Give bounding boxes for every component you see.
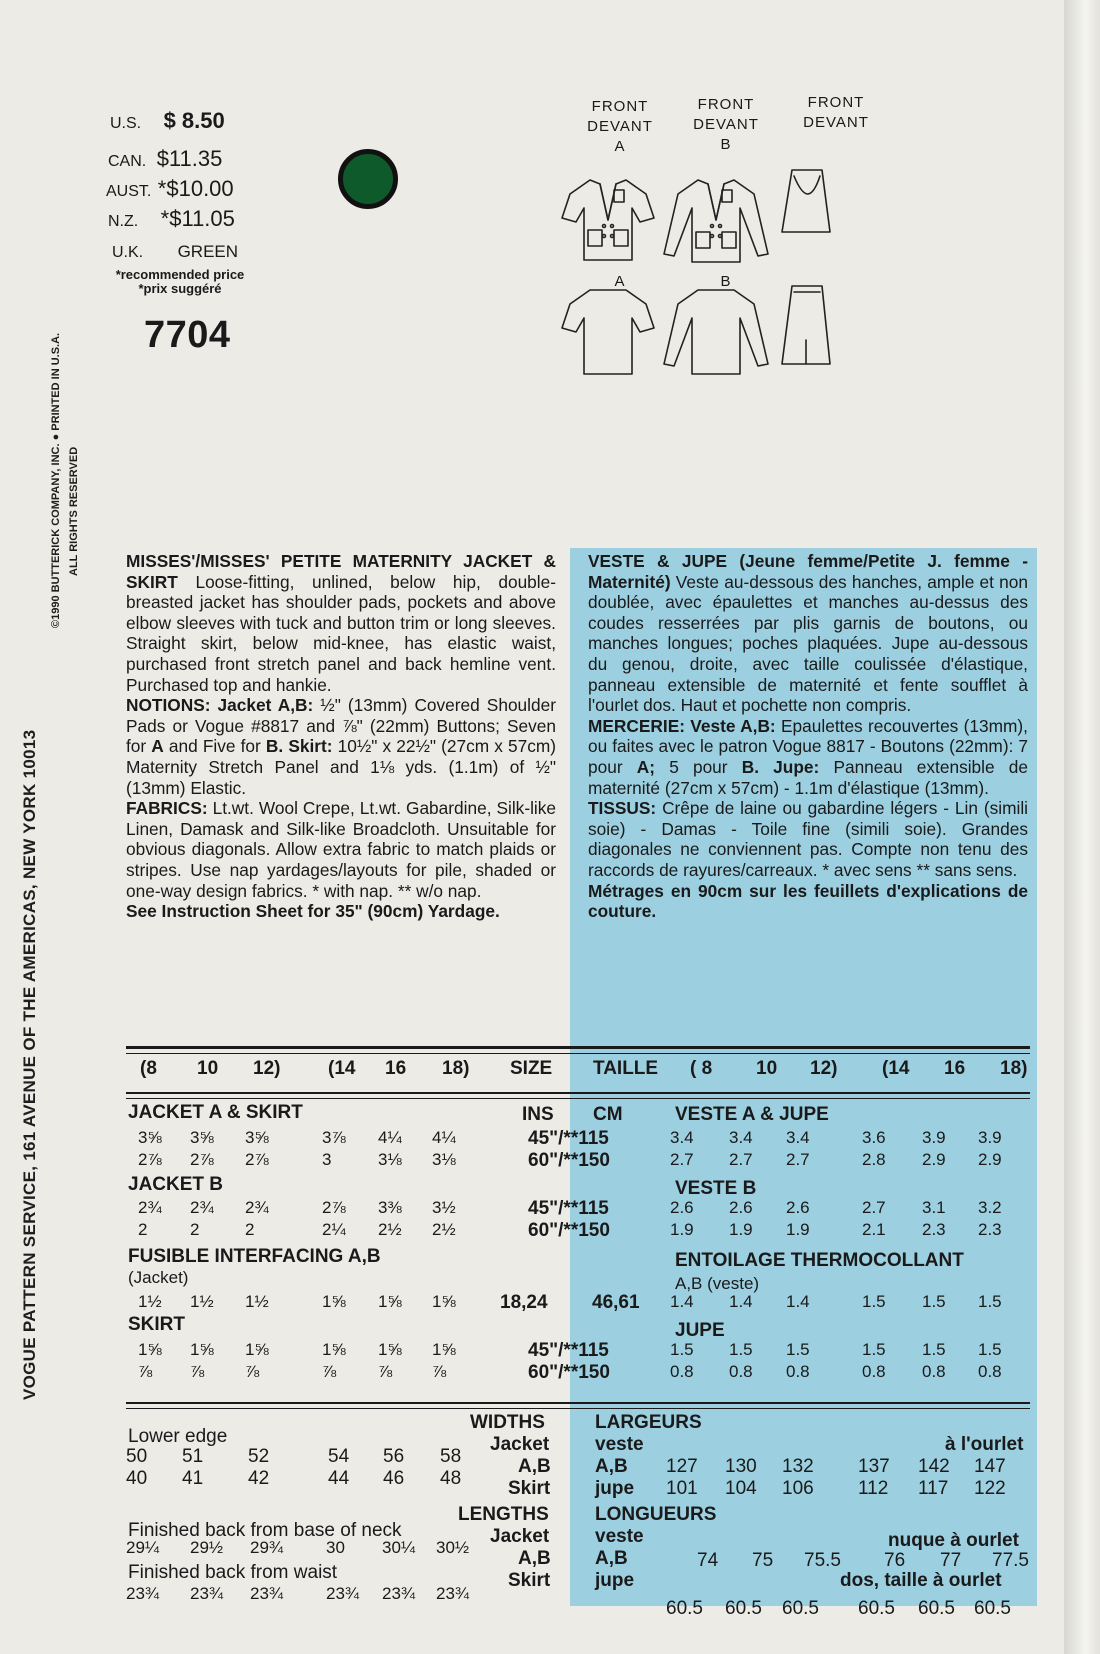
width-value-in: 48 [440,1468,462,1489]
ab-veste-note: A,B (veste) [675,1274,760,1293]
subtitle-fr: (Jeune femme/Petite J. femme - Maternité) [588,551,1028,592]
section-jacket-b: JACKET B [128,1174,224,1195]
size-value-cm: 2.9 [922,1150,946,1169]
price-note-en: *recommended price [115,267,245,282]
width-value-cm: 137 [858,1456,890,1477]
publisher-address: VOGUE PATTERN SERVICE, 161 AVENUE OF THE AMERICAS, NEW YORK 10013 [20,729,39,1400]
size-value-in: 4¼ [432,1128,456,1147]
size-value-in: 1⅝ [138,1340,162,1359]
size-value-cm: 1.9 [670,1220,694,1239]
length-value-cm: 60.5 [918,1598,955,1619]
size-value-in: ⅞ [190,1362,205,1381]
ab-label-fr: A,B [595,1548,628,1569]
length-value-in: 29¼ [126,1538,160,1557]
size-value-in: 3⅝ [245,1128,269,1147]
fabrics-text: Lt.wt. Wool Crepe, Lt.wt. Gabardine, Silk-like Linen, Damask and Silk-like Broadcloth. Unsuitable for obvious diagonals. Allow extra fabric to match plaids or stripes. Use nap yardages/layouts for pile, shaded or one-way design fabrics. * with nap. ** w/o nap. [126,798,557,901]
size-value-in: 2⅞ [190,1150,214,1169]
size-value-in: 3⅝ [190,1128,214,1147]
price-value: $11.35 [156,146,223,171]
price-label: AUST. [106,183,152,200]
ab-label-fr: A,B [595,1456,628,1477]
skirt-label: Skirt [508,1478,551,1499]
section-jupe: JUPE [675,1320,725,1341]
size-value-in: 1⅝ [432,1292,456,1311]
label-line: FRONT [591,98,649,115]
size-value-cm: 0.8 [922,1362,946,1381]
size-value-in: 2¾ [138,1198,162,1217]
jupe-text: Panneau extensible de maternité (27cm x 57cm) - 1.1m d'élastique (13mm). [588,756,1028,798]
widths-heading: WIDTHS [470,1412,545,1433]
length-value-in: 23¾ [326,1584,360,1603]
width-value-in: 42 [248,1468,270,1489]
width-value-in: 54 [328,1446,350,1467]
size-value-cm: 1.5 [978,1292,1002,1311]
size-value-cm: 2.8 [862,1150,886,1169]
length-value-cm: 60.5 [974,1598,1011,1619]
length-value-cm: 77 [940,1550,962,1571]
fabric-width: 60"/**150 [528,1150,610,1171]
length-value-in: 23¾ [190,1584,224,1603]
length-value-cm: 60.5 [858,1598,895,1619]
size-value-cm: 2.6 [670,1198,694,1217]
size-value-cm: 2.9 [978,1150,1002,1169]
size-value-cm: 1.5 [786,1340,810,1359]
label-line: DEVANT [693,116,759,133]
label-line: DEVANT [587,118,653,135]
size-value-cm: 2.7 [729,1150,753,1169]
size-value-in: 1½ [190,1292,214,1311]
size-value-in: 2⅞ [245,1150,269,1169]
taille-header: (14 [882,1058,910,1079]
metrages-note: Métrages en 90cm sur les feuillets d'explications de couture. [588,880,1028,922]
size-value-cm: 0.8 [862,1362,886,1381]
section-entoilage: ENTOILAGE THERMOCOLLANT [675,1250,964,1271]
skirt-label: Skirt: [288,736,333,757]
size-value-cm: 1.4 [729,1292,753,1311]
unit-cm: CM [593,1104,623,1125]
mercerie-label: MERCERIE: Veste A,B: [588,715,776,736]
rights-line: ALL RIGHTS RESERVED [68,446,80,576]
size-value-in: 2⅞ [138,1150,162,1169]
width-value-cm: 112 [858,1478,889,1499]
label-line: FRONT [807,94,865,111]
size-value-cm: 2.7 [786,1150,810,1169]
size-value-cm: 0.8 [786,1362,810,1381]
size-value-in: 1½ [245,1292,269,1311]
lower-edge-label: Lower edge [128,1426,228,1447]
size-value-in: 1⅝ [322,1292,346,1311]
size-header: 16 [385,1058,407,1079]
taille-header: 10 [756,1058,778,1079]
tissus-text: Crêpe de laine ou gabardine légers - Lin (simili soie) - Damas - Toile fine (simili soie). Grandes diagonales ne conviennent pas. Compte non tenu des raccords de rayures/carreaux. * avec sens ** sans sens. [588,798,1028,880]
size-header: 18) [442,1058,470,1079]
label-line: A [614,138,626,155]
label-line: DEVANT [803,114,869,131]
section-veste-b: VESTE B [675,1178,757,1199]
taille-header: 18) [1000,1058,1028,1079]
size-header: 12) [253,1058,281,1079]
taille-header: 12) [810,1058,838,1079]
width-value-in: 50 [126,1446,148,1467]
size-value-in: 1⅝ [245,1340,269,1359]
size-value-cm: 3.9 [922,1128,946,1147]
notions-label: NOTIONS: Jacket A,B: [126,695,314,716]
width-value-in: 40 [126,1468,148,1489]
length-value-cm: 60.5 [782,1598,819,1619]
width-value-cm: 127 [666,1456,698,1477]
mercerie-view-b: B. Jupe: [741,756,820,777]
size-value-in: 2 [138,1220,148,1239]
size-header: SIZE [510,1058,553,1079]
size-value-cm: 3.2 [978,1198,1002,1217]
size-value-in: 2½ [432,1220,456,1239]
description-fr: Veste au-dessous des hanches, ample et non doublée, avec épaulettes et manches au-dessus des coudes resserrées par plis garnis de boutons, ou manches longues; poches plaquées. Jupe au-dessous du genou, droite, avec taille coulissée d'élastique, panneau extensible de maternité et fente soufflet à l'ourlet dos. Haut et pochette non compris. [588,571,1028,716]
width-value-in: 52 [248,1446,270,1467]
largeurs-heading: LARGEURS [595,1412,702,1433]
section-skirt: SKIRT [128,1314,185,1335]
size-value-cm: 1.5 [922,1340,946,1359]
size-value-in: 2 [245,1220,255,1239]
size-value-in: 1⅝ [190,1340,214,1359]
dos-taille-label: dos, taille à ourlet [840,1570,1002,1591]
length-value-in: 30¼ [382,1538,416,1557]
veste-label: veste [595,1434,644,1455]
size-value-cm: 3.6 [862,1128,886,1147]
ab-label: A,B [518,1548,551,1569]
size-value-cm: 1.5 [862,1340,886,1359]
size-value-in: 3⅛ [378,1150,402,1169]
size-value-cm: 3.4 [729,1128,753,1147]
size-value-in: 2¾ [245,1198,269,1217]
size-value-in: 2¾ [190,1198,214,1217]
skirt-text: 10½" x 22½" (27cm x 57cm) Maternity Stretch Panel and 1⅛ yds. (1.1m) of ½" (13mm) Elastic. [126,736,557,798]
ab-label: A,B [518,1456,551,1477]
size-value-cm: 3.4 [670,1128,694,1147]
width-value-cm: 132 [782,1456,814,1477]
size-value-in: 1⅝ [378,1292,402,1311]
length-value-cm: 75.5 [804,1550,841,1571]
size-value-in: 3½ [432,1198,456,1217]
size-value-in: 3⅛ [432,1150,456,1169]
fabric-width: 45"/**115 [528,1340,609,1361]
length-value-in: 23¾ [126,1584,160,1603]
size-value-cm: 0.8 [670,1362,694,1381]
size-value-cm: 1.5 [978,1340,1002,1359]
size-value-in: 2¼ [322,1220,346,1239]
pattern-number: 7704 [144,314,231,356]
nuque-label: nuque à ourlet [888,1530,1019,1551]
fabric-width: 18,24 [500,1292,548,1313]
size-value-in: 3⅜ [378,1198,402,1217]
notions-text: ½" (13mm) Covered Shoulder Pads or Vogue #8817 and ⅞" (22mm) Buttons; Seven for [126,695,556,757]
description-en: Loose-fitting, unlined, below hip, double-breasted jacket has shoulder pads, pockets and above elbow sleeves with tuck and button trim or long sleeves. Straight skirt, below mid-knee, has elastic waist, purchased front stretch panel and back hemline vent. Purchased top and hankie. [126,571,556,695]
fabric-width: 60"/**150 [528,1362,610,1383]
size-value-in: 1⅝ [378,1340,402,1359]
size-value-in: 3⅞ [322,1128,346,1147]
size-header: (8 [140,1058,157,1079]
width-value-in: 41 [182,1468,204,1489]
lengths-heading: LENGTHS [458,1504,549,1525]
price-value: *$11.05 [160,206,235,231]
length-value-in: 29½ [190,1538,224,1557]
size-value-cm: 2.3 [922,1220,946,1239]
size-value-in: 2 [190,1220,200,1239]
length-value-in: 23¾ [436,1584,470,1603]
width-value-cm: 142 [918,1456,950,1477]
section-veste-a-jupe: VESTE A & JUPE [675,1104,829,1125]
fabric-width: 45"/**115 [528,1198,609,1219]
length-value-cm: 75 [752,1550,774,1571]
size-value-in: ⅞ [138,1362,153,1381]
size-value-in: 3 [322,1150,332,1169]
fabrics-label: FABRICS: [126,798,208,819]
label-line: B [720,136,732,153]
instruction-note: See Instruction Sheet for 35" (90cm) Yardage. [126,901,500,922]
mercerie-text: Epaulettes recouvertes (13mm), ou faites avec le patron Vogue 8817 - Boutons (22mm): 7 pour [588,715,1028,777]
length-value-in: 30½ [436,1538,470,1557]
fabric-width: 45"/**115 [528,1128,609,1149]
jacket-label: Jacket [490,1434,550,1455]
size-value-cm: 2.7 [862,1198,886,1217]
jupe-label: jupe [595,1478,635,1499]
size-value-in: 2½ [378,1220,402,1239]
title-fr: VESTE & JUPE [588,551,728,571]
size-value-cm: 1.5 [670,1340,694,1359]
jupe-label: jupe [595,1570,635,1591]
jacket-label: Jacket [490,1526,550,1547]
taille-header: TAILLE [593,1058,659,1079]
size-value-in: 1⅝ [322,1340,346,1359]
width-value-in: 56 [383,1446,405,1467]
section-jacket-a-skirt: JACKET A & SKIRT [128,1102,303,1123]
price-label: CAN. [108,153,147,170]
size-value-in: ⅞ [245,1362,260,1381]
notions-view-a: A [151,736,164,757]
size-value-cm: 2.3 [978,1220,1002,1239]
width-value-cm: 122 [974,1478,1006,1499]
length-value-in: 23¾ [382,1584,416,1603]
width-value-cm: 117 [918,1478,949,1499]
section-fusible: FUSIBLE INTERFACING A,B [128,1246,381,1267]
unit-ins: INS [522,1104,554,1125]
fabric-width: 46,61 [592,1292,640,1313]
notions-view-b: B. [265,736,284,757]
width-value-cm: 104 [725,1478,757,1499]
mercerie-view-a: A; [636,756,656,777]
finished-neck-label: Finished back from base of neck [128,1520,402,1541]
size-value-cm: 3.4 [786,1128,810,1147]
copyright-line: ©1990 BUTTERICK COMPANY, INC. ● PRINTED IN U.S.A. [50,332,62,628]
length-value-in: 30 [326,1538,345,1557]
length-value-in: 23¾ [250,1584,284,1603]
size-value-cm: 1.4 [670,1292,694,1311]
tissus-label: TISSUS: [588,798,657,819]
size-value-in: 3⅝ [138,1128,162,1147]
width-value-cm: 101 [666,1478,698,1499]
size-value-in: ⅞ [432,1362,447,1381]
length-value-in: 29¾ [250,1538,284,1557]
price-label: U.S. [110,115,142,132]
size-value-cm: 2.6 [786,1198,810,1217]
length-value-cm: 60.5 [725,1598,762,1619]
width-value-in: 51 [182,1446,204,1467]
label-line: FRONT [697,96,755,113]
length-value-cm: 77.5 [992,1550,1029,1571]
price-label: U.K. [112,244,144,261]
length-value-cm: 60.5 [666,1598,703,1619]
size-value-cm: 2.6 [729,1198,753,1217]
title-en: MISSES'/MISSES' PETITE MATERNITY JACKET & SKIRT [126,551,556,592]
width-value-cm: 147 [974,1456,1006,1477]
size-value-cm: 0.8 [729,1362,753,1381]
taille-header: 16 [944,1058,966,1079]
fabric-width: 60"/**150 [528,1220,610,1241]
width-value-in: 58 [440,1446,462,1467]
length-value-cm: 74 [697,1550,719,1571]
skirt-label: Skirt [508,1570,551,1591]
size-value-in: ⅞ [378,1362,393,1381]
price-value: $ 8.50 [163,108,225,133]
size-value-cm: 1.9 [786,1220,810,1239]
size-value-cm: 1.5 [862,1292,886,1311]
size-value-in: ⅞ [322,1362,337,1381]
price-value: GREEN [177,242,239,261]
a-l-ourlet-label: à l'ourlet [945,1434,1024,1455]
size-header: (14 [328,1058,356,1079]
notions-and: and Five for [168,736,261,757]
width-value-cm: 130 [725,1456,757,1477]
size-value-in: 2⅞ [322,1198,346,1217]
size-value-cm: 1.5 [729,1340,753,1359]
size-value-in: 1⅝ [432,1340,456,1359]
size-value-cm: 3.1 [922,1198,946,1217]
price-value: *$10.00 [157,176,234,201]
size-value-cm: 2.7 [670,1150,694,1169]
longueurs-heading: LONGUEURS [595,1504,717,1525]
size-value-cm: 1.5 [922,1292,946,1311]
view-label-back-b: B [720,273,732,290]
size-value-cm: 1.9 [729,1220,753,1239]
size-value-cm: 0.8 [978,1362,1002,1381]
size-value-in: 1½ [138,1292,162,1311]
length-value-cm: 76 [884,1550,906,1571]
finished-waist-label: Finished back from waist [128,1562,338,1583]
veste-label: veste [595,1526,644,1547]
size-value-cm: 1.4 [786,1292,810,1311]
width-value-in: 44 [328,1468,350,1489]
size-value-in: 4¼ [378,1128,402,1147]
price-label: N.Z. [108,213,139,230]
size-header: 10 [197,1058,219,1079]
mercerie-five: 5 pour [669,756,728,777]
width-value-cm: 106 [782,1478,814,1499]
taille-header: ( 8 [690,1058,713,1079]
width-value-in: 46 [383,1468,405,1489]
view-label-back-a: A [614,273,626,290]
price-note-fr: *prix suggéré [138,281,222,296]
size-value-cm: 3.9 [978,1128,1002,1147]
size-value-cm: 2.1 [862,1220,886,1239]
jacket-note: (Jacket) [128,1268,189,1287]
